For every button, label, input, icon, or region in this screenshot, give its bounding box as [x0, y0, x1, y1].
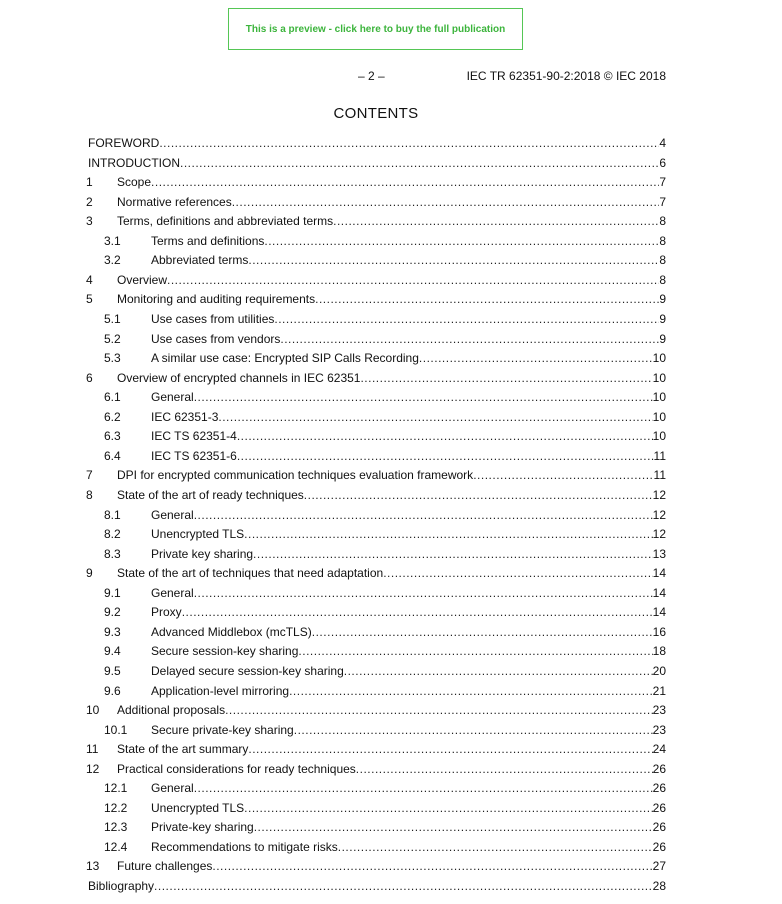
toc-entry-title: FOREWORD: [88, 136, 160, 150]
toc-entry-title: Unencrypted TLS: [151, 527, 245, 542]
toc-entry-number: 12: [86, 761, 100, 776]
toc-dot-leader: [225, 703, 653, 718]
toc-dot-leader: [280, 332, 659, 347]
toc-entry-title: Unencrypted TLS: [151, 800, 245, 815]
toc-entry[interactable]: [104, 840, 666, 855]
toc-entry-page: 9: [659, 331, 666, 346]
page-header: [0, 69, 782, 83]
toc-entry-number: 9.5: [104, 663, 121, 678]
toc-entry[interactable]: [104, 586, 666, 601]
toc-entry[interactable]: [86, 703, 666, 718]
toc-entry-title: Terms, definitions and abbreviated terms: [117, 214, 334, 229]
toc-entry[interactable]: [104, 332, 666, 347]
toc-entry-page: 9: [659, 312, 666, 326]
toc-entry-page: 9: [659, 292, 666, 307]
toc-entry-number: 5.2: [104, 331, 121, 346]
toc-dot-leader: [167, 273, 659, 288]
toc-dot-leader: [244, 527, 652, 542]
toc-entry-title: IEC 62351-3: [151, 409, 219, 424]
toc-entry-title: Scope: [117, 175, 152, 190]
toc-dot-leader: [194, 508, 653, 523]
toc-entry[interactable]: [104, 723, 666, 738]
toc-entry-title: Advanced Middlebox (mcTLS): [151, 624, 312, 639]
toc-entry[interactable]: [86, 175, 666, 190]
toc-entry-page: 23: [652, 703, 666, 717]
toc-entry-page: 14: [652, 605, 666, 620]
toc-entry[interactable]: [86, 742, 666, 757]
document-reference: IEC TR 62351-90-2:2018 © IEC 2018: [466, 69, 666, 83]
toc-dot-leader: [253, 547, 653, 562]
toc-entry-title: Use cases from utilities: [151, 312, 275, 326]
toc-entry-title: Application-level mirroring: [151, 683, 290, 698]
toc-entry-title: Proxy: [151, 605, 182, 620]
toc-entry-page: 7: [659, 194, 666, 209]
toc-entry-title: Terms and definitions: [151, 233, 265, 248]
toc-entry[interactable]: [86, 136, 666, 151]
toc-dot-leader: [218, 410, 652, 425]
toc-entry-title: Private key sharing: [151, 546, 254, 561]
toc-entry-number: 8.1: [104, 507, 121, 522]
toc-entry-title: Use cases from vendors: [151, 331, 281, 346]
toc-dot-leader: [419, 351, 653, 366]
toc-entry-page: 11: [653, 468, 666, 483]
toc-entry-title: INTRODUCTION: [88, 155, 180, 170]
toc-entry-page: 10: [652, 390, 666, 405]
toc-entry[interactable]: [86, 273, 666, 288]
toc-entry[interactable]: [86, 879, 666, 894]
toc-entry-number: 3.2: [104, 253, 121, 268]
toc-entry-page: 13: [652, 546, 666, 561]
toc-entry-page: 10: [652, 351, 666, 366]
toc-entry-title: Private-key sharing: [151, 820, 254, 835]
toc-entry-title: Practical considerations for ready techniques: [117, 761, 356, 776]
toc-entry-page: 14: [652, 585, 666, 600]
toc-entry-number: 6.4: [104, 448, 121, 463]
toc-entry-number: 9.4: [104, 644, 121, 659]
toc-entry-number: 12.4: [104, 839, 128, 854]
toc-entry-number: 12.2: [104, 800, 128, 815]
toc-entry[interactable]: [86, 214, 666, 229]
toc-entry-page: 26: [652, 839, 666, 854]
toc-entry-page: 24: [652, 742, 666, 757]
toc-dot-leader: [248, 742, 652, 757]
toc-dot-leader: [232, 195, 660, 210]
toc-entry[interactable]: [104, 527, 666, 542]
toc-dot-leader: [344, 664, 653, 679]
toc-entry-page: 26: [652, 781, 666, 796]
toc-dot-leader: [237, 449, 654, 464]
toc-dot-leader: [194, 781, 653, 796]
toc-dot-leader: [248, 253, 659, 268]
toc-entry-title: Normative references: [117, 194, 232, 209]
toc-entry-page: 10: [652, 370, 666, 385]
toc-entry-title: General: [151, 585, 194, 600]
toc-entry-title: State of the art of ready techniques: [117, 487, 304, 502]
toc-entry[interactable]: [104, 684, 666, 699]
toc-entry-title: A similar use case: Encrypted SIP Calls Recording: [151, 351, 419, 366]
toc-dot-leader: [315, 292, 659, 307]
toc-entry-title: Abbreviated terms: [151, 253, 249, 268]
toc-entry-page: 20: [652, 663, 666, 678]
toc-entry-title: State of the art of techniques that need adaptation: [117, 566, 384, 581]
toc-entry-title: Overview of encrypted channels in IEC 62351: [117, 370, 361, 385]
toc-entry[interactable]: [104, 312, 666, 327]
toc-entry-number: 6.2: [104, 409, 121, 424]
toc-entry[interactable]: [86, 488, 666, 503]
toc-entry-number: 1: [86, 175, 93, 190]
toc-entry-title: Delayed secure session-key sharing: [151, 663, 344, 678]
toc-dot-leader: [237, 429, 653, 444]
toc-entry-page: 26: [652, 820, 666, 835]
toc-entry[interactable]: [104, 664, 666, 679]
toc-entry[interactable]: [104, 820, 666, 835]
toc-dot-leader: [338, 840, 653, 855]
toc-entry-number: 6: [86, 370, 93, 385]
page-title: CONTENTS: [333, 105, 419, 122]
toc-dot-leader: [194, 586, 653, 601]
toc-dot-leader: [180, 156, 659, 171]
toc-entry-title: Secure session-key sharing: [151, 644, 299, 659]
toc-entry-number: 9: [86, 566, 93, 581]
toc-entry[interactable]: [104, 801, 666, 816]
toc-entry-title: General: [151, 507, 194, 522]
toc-dot-leader: [244, 801, 652, 816]
toc-entry-number: 5: [86, 292, 93, 307]
toc-entry-number: 6.1: [104, 390, 121, 405]
toc-entry-title: State of the art summary: [117, 742, 249, 757]
toc-dot-leader: [212, 859, 652, 874]
toc-entry-title: Future challenges: [117, 859, 213, 874]
toc-entry[interactable]: [86, 566, 666, 581]
toc-entry-page: 8: [659, 214, 666, 229]
toc-dot-leader: [383, 566, 652, 581]
toc-entry-page: 23: [652, 722, 666, 737]
toc-dot-leader: [304, 488, 653, 503]
toc-entry-page: 10: [652, 409, 666, 424]
toc-entry[interactable]: [104, 390, 666, 405]
toc-entry-number: 12.3: [104, 820, 128, 835]
toc-entry-number: 3.1: [104, 233, 121, 248]
toc-dot-leader: [194, 390, 653, 405]
toc-entry-number: 11: [86, 742, 99, 757]
toc-dot-leader: [154, 879, 653, 894]
toc-dot-leader: [289, 684, 653, 699]
toc-entry-page: 21: [652, 683, 666, 698]
toc-entry[interactable]: [104, 449, 666, 464]
toc-entry-page: 4: [659, 136, 666, 150]
toc-entry-page: 8: [659, 272, 666, 287]
toc-entry-number: 9.3: [104, 624, 121, 639]
toc-entry[interactable]: [104, 351, 666, 366]
toc-entry[interactable]: [86, 371, 666, 386]
toc-dot-leader: [294, 723, 653, 738]
toc-entry-number: 2: [86, 194, 93, 209]
toc-dot-leader: [298, 644, 652, 659]
toc-entry-page: 10: [652, 429, 666, 444]
toc-entry[interactable]: [104, 781, 666, 796]
toc-entry[interactable]: [104, 410, 666, 425]
toc-entry-page: 28: [652, 879, 666, 893]
toc-entry[interactable]: [86, 468, 666, 483]
toc-entry-title: General: [151, 781, 194, 796]
toc-entry[interactable]: [86, 859, 666, 874]
toc-entry-page: 11: [653, 448, 666, 463]
toc-entry-number: 12.1: [104, 781, 128, 796]
toc-dot-leader: [254, 820, 653, 835]
toc-entry[interactable]: [104, 253, 666, 268]
toc-entry-number: 9.6: [104, 683, 121, 698]
toc-entry[interactable]: [104, 234, 666, 249]
toc-entry-page: 18: [652, 644, 666, 659]
toc-entry-page: 7: [659, 175, 666, 190]
toc-entry[interactable]: [86, 292, 666, 307]
toc-entry-title: General: [151, 390, 194, 405]
toc-entry-page: 12: [652, 487, 666, 502]
toc-entry-number: 13: [86, 859, 100, 874]
toc-entry-number: 9.1: [104, 585, 121, 600]
toc-entry[interactable]: [86, 762, 666, 777]
toc-entry-title: IEC TS 62351-6: [151, 448, 237, 463]
toc-entry-number: 6.3: [104, 429, 121, 444]
toc-entry-page: 6: [659, 155, 666, 170]
toc-dot-leader: [312, 625, 653, 640]
toc-entry[interactable]: [104, 605, 666, 620]
toc-entry-number: 4: [86, 272, 93, 287]
toc-entry-title: Monitoring and auditing requirements: [117, 292, 316, 307]
toc-entry-page: 27: [652, 859, 666, 874]
toc-entry-page: 8: [659, 253, 666, 268]
toc-dot-leader: [333, 214, 659, 229]
toc-entry-number: 8: [86, 487, 93, 502]
page-number: – 2 –: [358, 69, 385, 83]
toc-entry-title: Secure private-key sharing: [151, 722, 294, 737]
toc-entry-number: 5.1: [104, 312, 121, 326]
toc-entry-page: 8: [659, 233, 666, 248]
toc-entry-page: 14: [652, 566, 666, 581]
toc-entry-number: 9.2: [104, 605, 121, 620]
toc-entry-number: 8.3: [104, 546, 121, 561]
toc-entry-title: DPI for encrypted communication techniques evaluation framework: [117, 468, 474, 483]
toc-dot-leader: [182, 605, 653, 620]
toc-entry[interactable]: [104, 508, 666, 523]
toc-entry[interactable]: [86, 156, 666, 171]
toc-dot-leader: [473, 468, 653, 483]
toc-entry-number: 3: [86, 214, 93, 229]
toc-entry-page: 12: [652, 507, 666, 522]
toc-entry-number: 10.1: [104, 722, 128, 737]
toc-entry-title: Recommendations to mitigate risks: [151, 839, 338, 854]
toc-entry[interactable]: [104, 429, 666, 444]
toc-entry-page: 16: [652, 624, 666, 639]
buy-preview-banner[interactable]: [228, 8, 523, 50]
toc-dot-leader: [274, 312, 659, 327]
toc-entry-title: Bibliography: [88, 879, 155, 893]
toc-dot-leader: [159, 136, 659, 151]
toc-dot-leader: [360, 371, 652, 386]
toc-entry-title: Overview: [117, 272, 168, 287]
toc-entry-number: 10: [86, 703, 100, 717]
preview-banner-text: This is a preview - click here to buy the full publication: [245, 23, 506, 35]
toc-entry-title: Additional proposals: [117, 703, 226, 717]
toc-dot-leader: [356, 762, 653, 777]
toc-entry-number: 7: [86, 468, 93, 483]
toc-entry-number: 8.2: [104, 527, 121, 542]
toc-entry[interactable]: [104, 625, 666, 640]
toc-entry[interactable]: [104, 547, 666, 562]
toc-entry-page: 26: [652, 761, 666, 776]
toc-entry[interactable]: [86, 195, 666, 210]
toc-entry-page: 12: [652, 527, 666, 542]
toc-entry[interactable]: [104, 644, 666, 659]
toc-entry-title: IEC TS 62351-4: [151, 429, 237, 444]
toc-dot-leader: [151, 175, 659, 190]
toc-entry-page: 26: [652, 800, 666, 815]
toc-entry-number: 5.3: [104, 351, 121, 366]
toc-dot-leader: [264, 234, 659, 249]
